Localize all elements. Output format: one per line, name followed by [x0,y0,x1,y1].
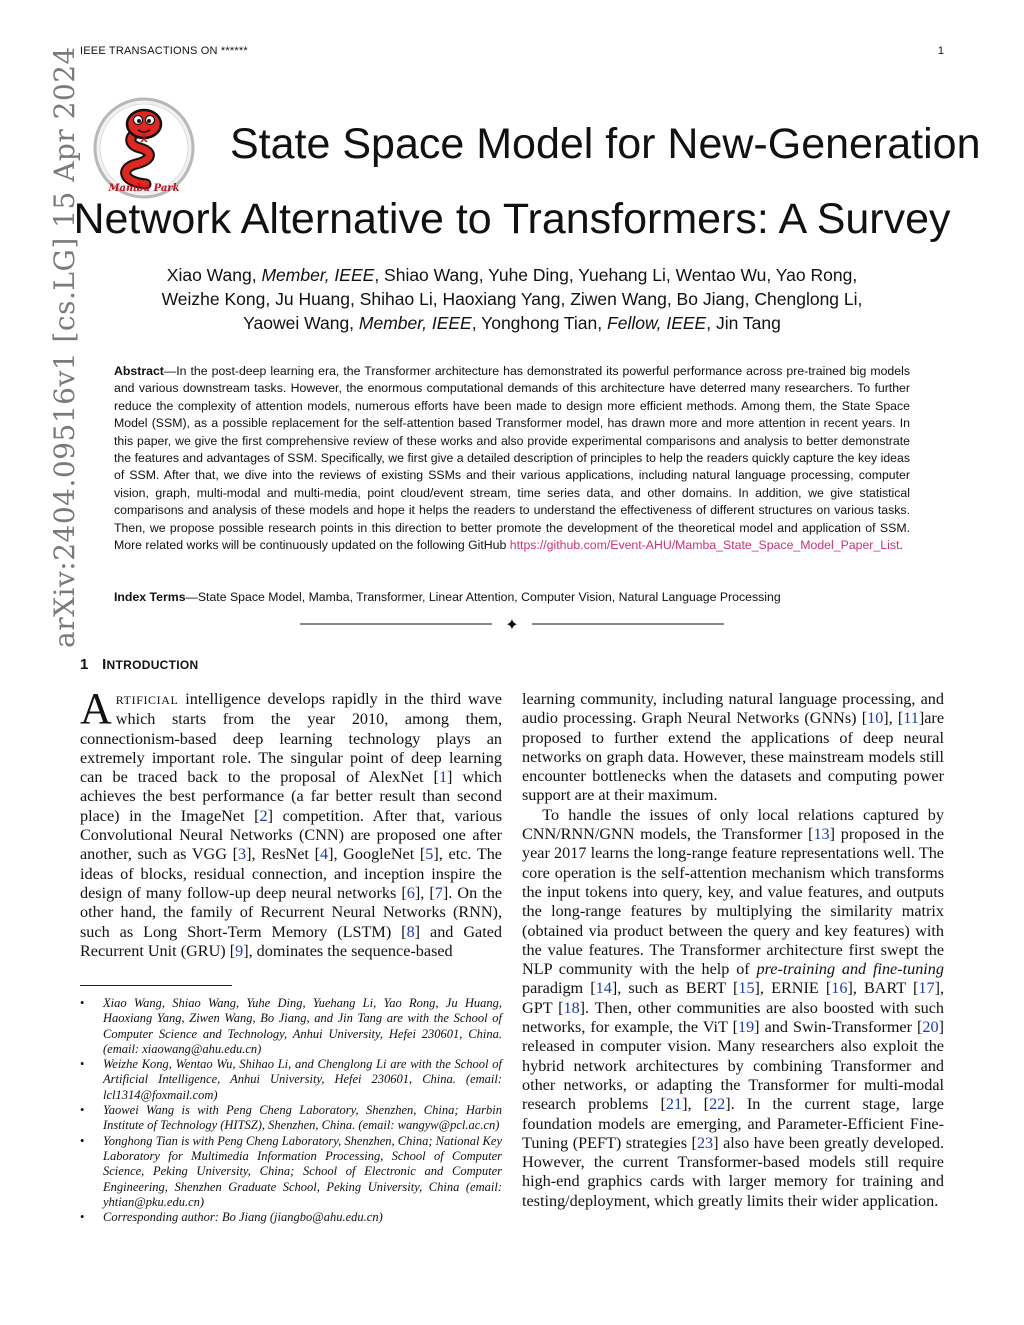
citation[interactable]: 22 [709,1095,726,1114]
mamba-snake-icon [92,96,196,200]
citation[interactable]: 23 [696,1133,714,1152]
running-head: IEEE TRANSACTIONS ON ****** [80,45,248,57]
abstract: Abstract—In the post-deep learning era, the Transformer architecture has demonstrated its powerful performance across pre-trained big models and various downstream tasks. However, the enormous computational demands of this architecture have deterred many researchers. To further reduce the complexity of attention models, numerous efforts have been made to design more efficient methods. Among them, the State Space Model (SSM), as a possible replacement for the self-attention based Transformer model, has drawn more and more attention in recent years. In this paper, we give the first comprehensive review of these works and also provide experimental comparisons and analysis to better demonstrate the features and advantages of SSM. Specifically, we first give a detailed description of principles to help the readers quickly capture the key ideas of SSM. After that, we dive into the reviews of existing SSMs and their various applications, including natural language processing, computer vision, graph, multi-modal and multi-media, point cloud/event stream, time series data, and other domains. In addition, we give statistical comparisons and analysis of these models and hope it helps the readers to understand the effectiveness of different structures on various tasks. Then, we propose possible research points in this direction to better promote the development of the theoretical model and application of SSM. More related works will be continuously updated on the following GitHub https://github.com/Event-AHU/Mamba_State_Space_Model_Paper_List. [114,364,910,553]
citation[interactable]: 19 [737,1018,755,1037]
citation[interactable]: 13 [813,825,830,844]
abstract-text: —In the post-deep learning era, the Transformer architecture has demonstrated its powerful performance across pre-trained big models and various downstream tasks. However, the enormous computational demands of this architecture have deterred many researchers. To further reduce the complexity of attention models, numerous efforts have been made to design more efficient methods. Among them, the State Space Model (SSM), as a possible replacement for the self-attention based Transformer model, has drawn more and more attention in recent years. In this paper, we give the first comprehensive review of these works and also provide experimental comparisons and analysis to better demonstrate the features and advantages of SSM. Specifically, we first give a detailed description of principles to help the readers quickly capture the key ideas of SSM. After that, we dive into the reviews of existing SSMs and their various applications, including natural language processing, computer vision, graph, multi-modal and multi-media, point cloud/event stream, time series data, and other domains. In addition, we give statistical comparisons and analysis of these models and hope it helps the readers to understand the effectiveness of different structures on various tasks. Then, we propose possible research points in this direction to better promote the development of the theoretical model and application of SSM. More related works will be continuously updated on the following GitHub [114,364,910,553]
citation[interactable]: 11 [903,709,919,728]
footnote-item: • Corresponding author: Bo Jiang (jiangbo@ahu.edu.cn) [80,1210,502,1225]
footnote-item: • Yonghong Tian is with Peng Cheng Laboratory, Shenzhen, China; National Key Laboratory for Multimedia Information Processing, School of Computer Science, Peking University, China; School of Electronic and Computer Engineering, Shenzhen Graduate School, Peking University, China (email: yhtian@pku.edu.cn) [80,1134,502,1210]
index-terms: Index Terms—State Space Model, Mamba, Transformer, Linear Attention, Computer Vision, Natural Language Processing [114,590,781,604]
footnote-item: • Weizhe Kong, Wentao Wu, Shihao Li, and Chenglong Li are with the School of Artificial Intelligence, Anhui University, Hefei 230601, China. (email: lcl1314@foxmail.com) [80,1057,502,1103]
intro-paragraph-1-continued: learning community, including natural language processing, and audio processing. Graph Neural Networks (GNNs) [10], [11]are proposed to further extend the applications of deep neural networks on graph data. However, these mainstream models still encounter bottlenecks when the datasets and computing power support are at their maximum. [522,690,945,805]
citation[interactable]: 2 [259,806,268,825]
citation[interactable]: 8 [406,922,415,941]
author-line-2: Weizhe Kong, Ju Huang, Shihao Li, Haoxiang Yang, Ziwen Wang, Bo Jiang, Chenglong Li, [161,289,863,309]
page-number: 1 [937,45,944,57]
citation[interactable]: 21 [665,1095,683,1114]
citation[interactable]: 6 [406,883,415,902]
citation[interactable]: 16 [831,979,848,998]
citation[interactable]: 7 [434,883,443,902]
author-line-1: Xiao Wang, Member, IEEE, Shiao Wang, Yuhe Ding, Yuehang Li, Wentao Wu, Yao Rong, [166,265,858,285]
github-link[interactable]: https://github.com/Event-AHU/Mamba_State_Space_Model_Paper_List [509,538,900,553]
affiliation-footnotes [80,996,502,1225]
citation[interactable]: 15 [738,979,755,998]
citation[interactable]: 14 [595,979,612,998]
citation[interactable]: 17 [918,979,935,998]
citation[interactable]: 4 [319,845,329,864]
citation[interactable]: 10 [867,709,884,728]
footnote-item: • Yaowei Wang is with Peng Cheng Laboratory, Shenzhen, China; Harbin Institute of Technology (HITSZ), Shenzhen, China. (email: wangyw@pcl.ac.cn) [80,1103,502,1134]
citation[interactable]: 9 [235,941,244,960]
intro-column-left [80,684,503,961]
section-heading: 1 INTRODUCTION [80,656,199,673]
paper-title-line-2: Network Alternative to Transformers: A Survey [73,195,951,243]
citation[interactable]: 20 [922,1018,939,1037]
index-terms-label: Index Terms [114,590,186,604]
section-divider [300,614,724,634]
footnote-item: • Xiao Wang, Shiao Wang, Yuhe Ding, Yuehang Li, Yao Rong, Ju Huang, Haoxiang Yang, Ziwen Wang, Bo Jiang, and Jin Tang are with the School of Computer Science and Technology, Anhui University, Hefei 230601, China. (email: xiaowang@ahu.edu.cn) [80,996,502,1057]
intro-paragraph-1-start: ARTIFICIAL intelligence develops rapidly in the third wave which starts from the year 2010, among them, connectionism-based deep learning technology plays an extremely important role. The singular point of deep learning can be traced back to the proposal of AlexNet [1] which achieves the best performance (a far better result than second place) in the ImageNet [2] competition. After that, various Convolutional Neural Networks (CNN) are proposed one after another, such as VGG [3], ResNet [4], GoogleNet [5], etc. The ideas of blocks, residual connection, and inception inspire the design of many follow-up deep neural networks [6], [7]. On the other hand, the family of Recurrent Neural Networks (RNN), such as Long Short-Term Memory (LSTM) [8] and Gated Recurrent Unit (GRU) [9], dominates the sequence-based [80,684,503,960]
mamba-snake-logo [92,96,196,200]
author-list [100,263,924,335]
divider-ornament-icon: ✦ [505,615,519,634]
intro-column-right [522,690,944,1211]
citation[interactable]: 3 [238,845,247,864]
citation[interactable]: 1 [438,768,448,787]
paper-title-line-1: State Space Model for New-Generation [230,120,981,168]
footnote-rule [80,985,232,986]
citation[interactable]: 5 [425,845,434,864]
drop-cap: A [80,684,112,733]
logo-text: Mamba Park [108,183,180,194]
citation[interactable]: 18 [563,998,580,1017]
abstract-label: Abstract [114,364,164,378]
author-line-3: Yaowei Wang, Member, IEEE, Yonghong Tian, Fellow, IEEE, Jin Tang [243,313,781,333]
intro-paragraph-2: To handle the issues of only local relations captured by CNN/RNN/GNN models, the Transformer [13] proposed in the year 2017 learns the long-range feature representations well. The core operation is the self-attention mechanism which transforms the input tokens into query, key, and value features, and outputs the long-range features by multiplying the similarity matrix (obtained via product between the query and key features) with the value features. The Transformer architecture first swept the NLP community with the help of pre-training and fine-tuning paradigm [14], such as BERT [15], ERNIE [16], BART [17], GPT [18]. Then, other communities are also boosted with such networks, for example, the ViT [19] and Swin-Transformer [20] released in computer vision. Many researchers also exploit the hybrid network architectures by combining Transformer and other networks, or adapting the Transformer for multi-modal research problems [21], [22]. In the current stage, large foundation models are emerging, and Parameter-Efficient Fine-Tuning (PEFT) strategies [23] also have been greatly developed. However, the current Transformer-based models still require high-end graphics cards with larger memory for training and testing/deployment, which greatly limits their wider application. [522,805,945,1210]
arxiv-stamp[interactable]: arXiv:2404.09516v1 [cs.LG] 15 Apr 2024 [48,46,81,648]
